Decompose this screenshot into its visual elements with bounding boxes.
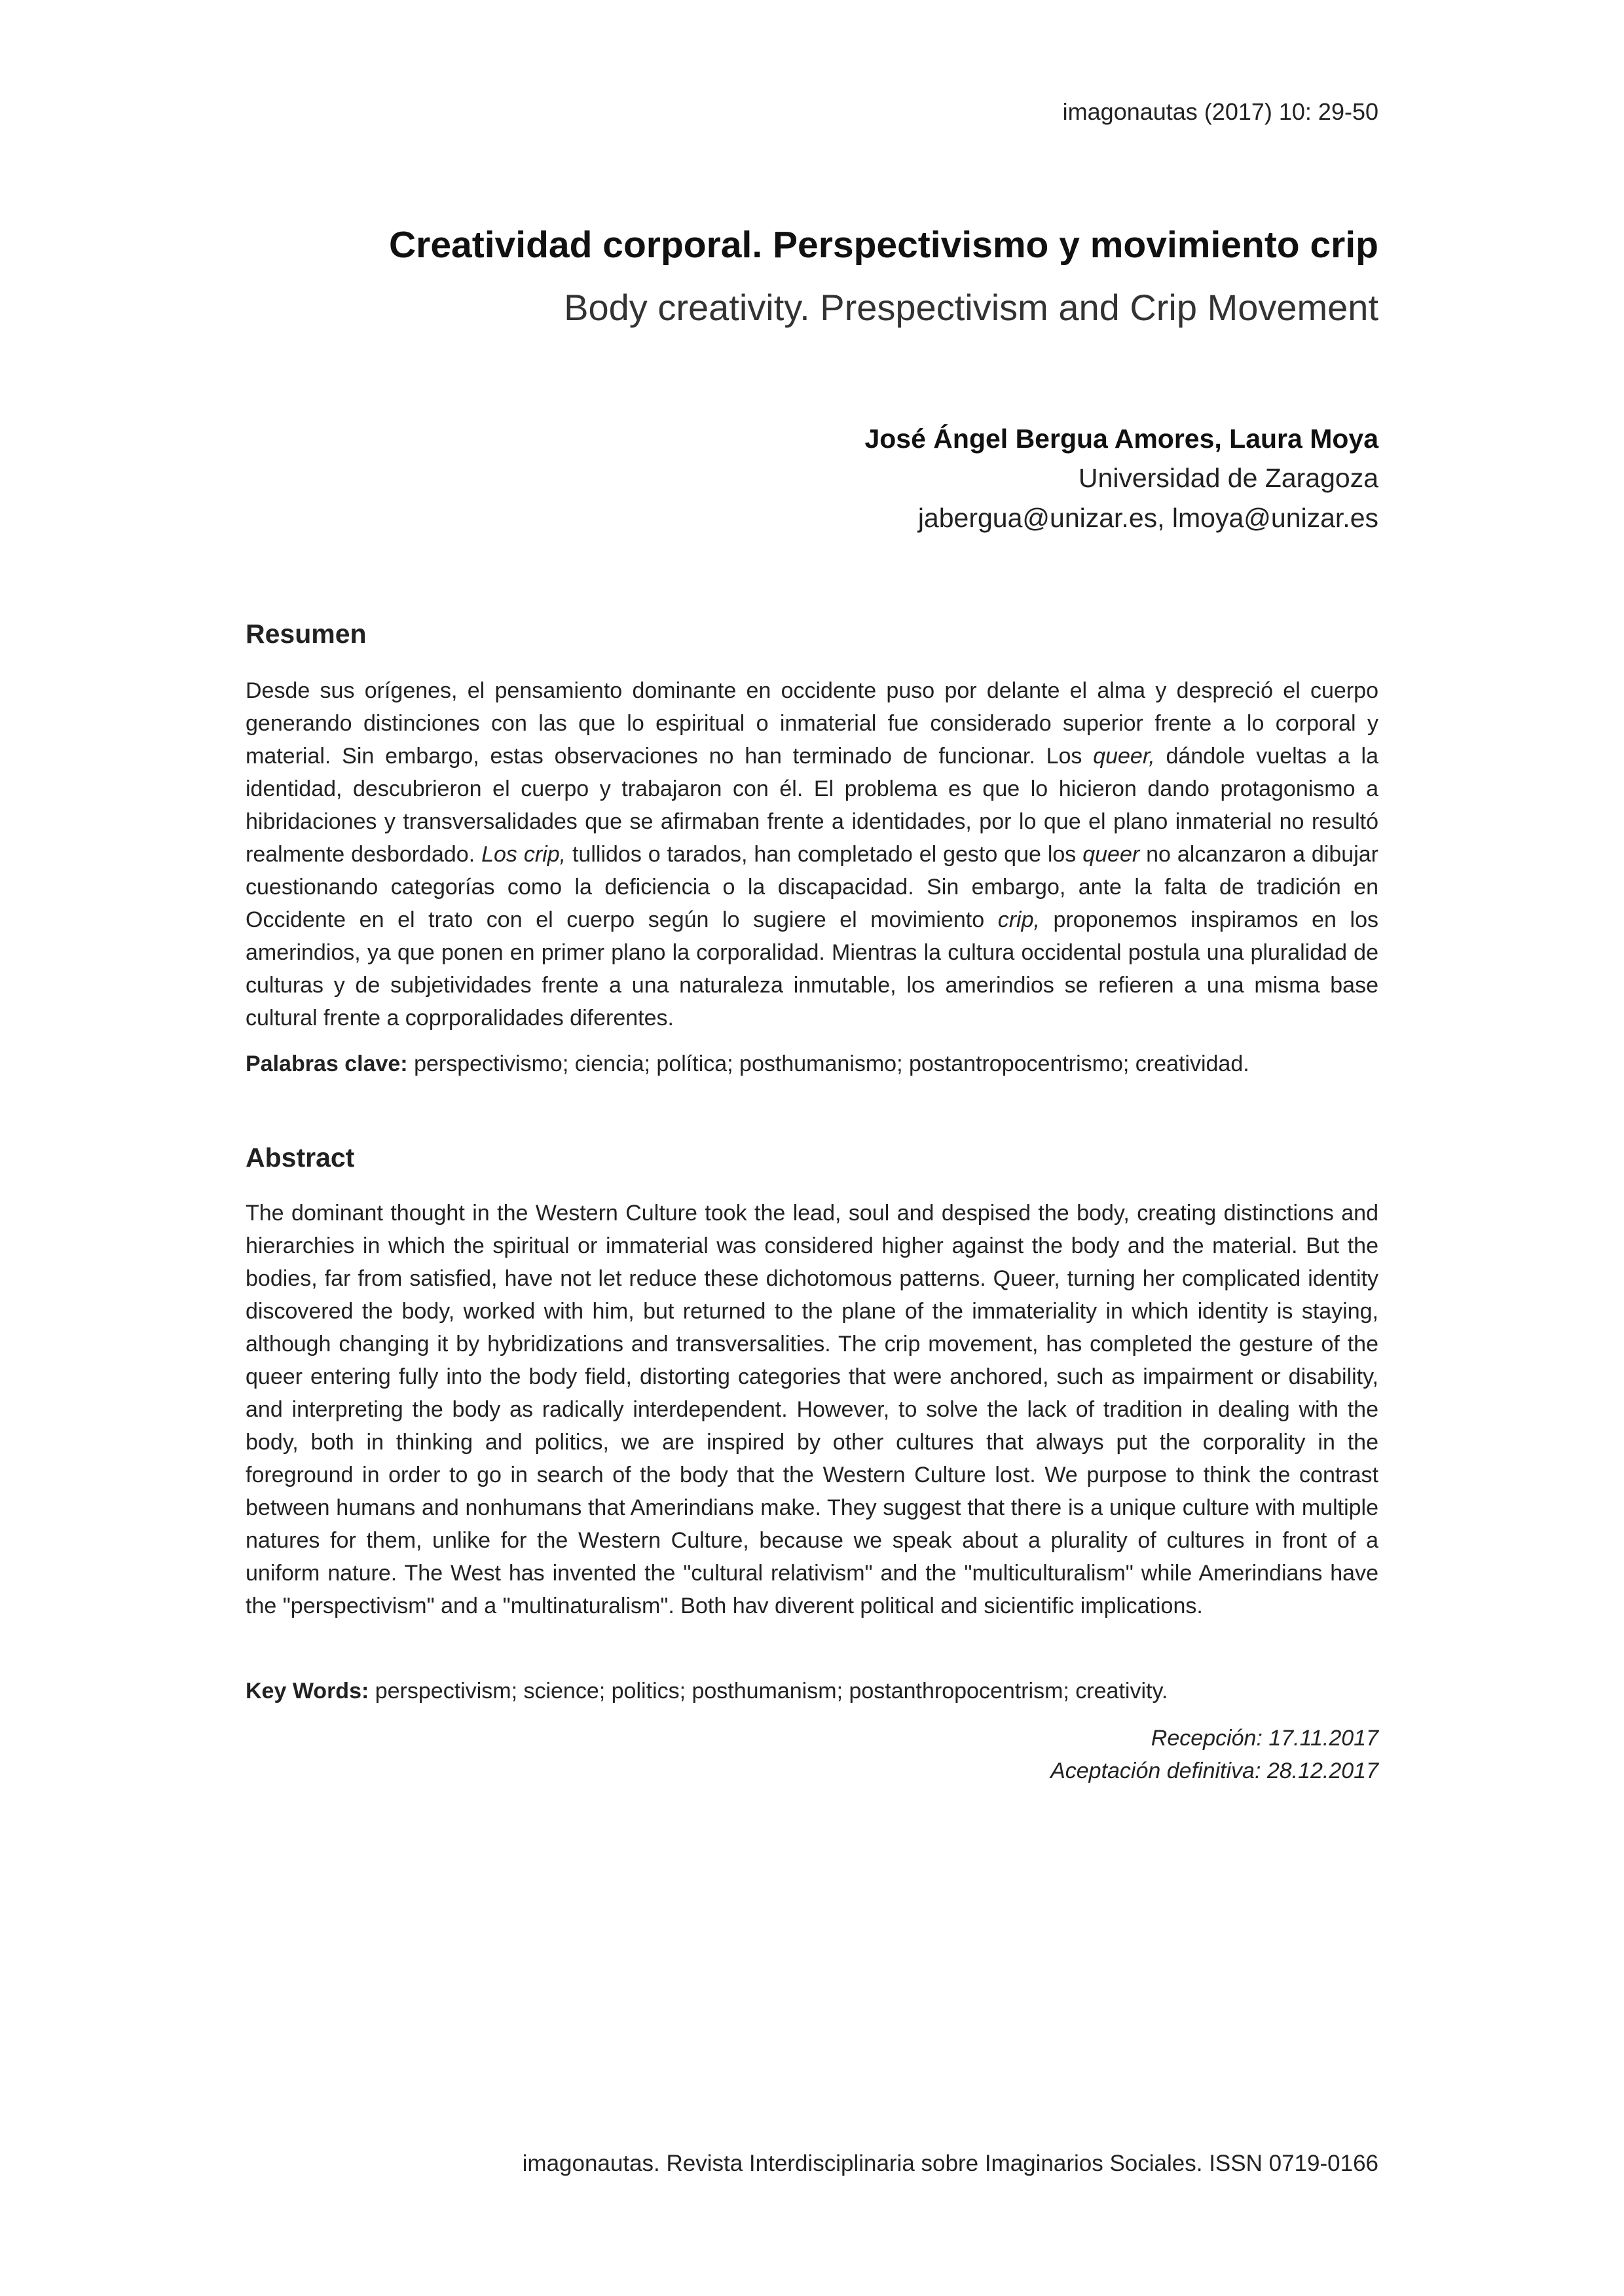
key-words-list: perspectivism; science; politics; posthumanism; postanthropocentrism; creativity. (369, 1679, 1168, 1704)
resumen-paragraph (246, 674, 1378, 1034)
acceptance-date: Aceptación definitiva: 28.12.2017 (1050, 1758, 1378, 1783)
key-words (246, 1675, 1378, 1707)
resumen-seg-italic: queer (1082, 842, 1140, 867)
resumen-seg-italic: crip, (997, 907, 1040, 932)
author-emails: jabergua@unizar.es, lmoya@unizar.es (917, 502, 1378, 533)
resumen-seg: dándole vueltas a la identidad, descubrieron el cuerpo y trabajaron con él. El problema es que lo hicieron dando protagonismo a hibridaciones y transversalidades que se afirmaban frente a identidades, por lo que el plano inmaterial no resultó realmente desbordado. (246, 744, 1378, 867)
resumen-seg: Desde sus orígenes, el pensamiento dominante en occidente puso por delante el alma y despreció el cuerpo generando distinciones con las que lo espiritual o inmaterial fue considerado superior frente a lo corporal y material. Sin embargo, estas observaciones no han terminado de funcionar. Los (246, 678, 1378, 769)
palabras-clave-list: perspectivismo; ciencia; política; posthumanismo; postantropocentrismo; creatividad. (407, 1051, 1249, 1076)
authors: José Ángel Bergua Amores, Laura Moya (864, 424, 1378, 454)
article-title-es: Creatividad corporal. Perspectivismo y movimiento crip (388, 224, 1378, 266)
dates-block (1050, 1722, 1378, 1787)
reception-date: Recepción: 17.11.2017 (1151, 1726, 1378, 1751)
abstract-heading: Abstract (246, 1142, 355, 1173)
title-block (200, 223, 1378, 330)
resumen-seg: tullidos o tarados, han completado el gesto que los (566, 842, 1083, 867)
resumen-seg: proponemos inspiramos en los amerindios, ya que ponen en primer plano la corporalidad. Mientras la cultura occidental postula una pluralidad de culturas y de subjetividades frente a una naturaleza inmutable, los amerindios se refieren a una misma base cultural frente a coprporalidades diferentes. (246, 907, 1378, 1030)
abstract-paragraph: The dominant thought in the Western Culture took the lead, soul and despised the body, creating distinctions and hierarchies in which the spiritual or immaterial was considered higher against the body and the material. But the bodies, far from satisfied, have not let reduce these dichotomous patterns. Queer, turning her complicated identity discovered the body, worked with him, but returned to the plane of the immateriality in which identity is staying, although changing it by hybridizations and transversalities. The crip movement, has completed the gesture of the queer entering fully into the body field, distorting categories that were anchored, such as impairment or disability, and interpreting the body as radically interdependent. However, to solve the lack of tradition in dealing with the body, both in thinking and politics, we are inspired by other cultures that always put the corporality in the foreground in order to go in search of the body that the Western Culture lost. We purpose to think the contrast between humans and nonhumans that Amerindians make. They suggest that there is a unique culture with multiple natures for them, unlike for the Western Culture, because we speak about a plurality of cultures in front of a uniform nature. The West has invented the "cultural relativism" and the "multiculturalism" while Amerindians have the "perspectivism" and a "multinaturalism". Both hav diverent political and sicientific implications. (246, 1201, 1378, 1618)
author-block (331, 419, 1378, 538)
article-title-en: Body creativity. Prespectivism and Crip Movement (564, 287, 1378, 329)
resumen-seg-italic: queer, (1093, 744, 1155, 769)
journal-footer: imagonautas. Revista Interdisciplinaria sobre Imaginarios Sociales. ISSN 0719-0166 (522, 2151, 1378, 2176)
palabras-clave (246, 1048, 1378, 1080)
running-header: imagonautas (2017) 10: 29-50 (1062, 98, 1378, 125)
resumen-seg: no alcanzaron a dibujar cuestionando categorías como la deficiencia o la discapacidad. Sin embargo, ante la falta de tradición en Occidente en el trato con el cuerpo según lo sugiere el movimiento (246, 842, 1379, 932)
palabras-clave-label: Palabras clave: (246, 1051, 408, 1076)
key-words-label: Key Words: (246, 1679, 369, 1704)
resumen-heading: Resumen (246, 619, 367, 649)
affiliation: Universidad de Zaragoza (1078, 463, 1378, 494)
resumen-seg-italic: Los crip, (481, 842, 566, 867)
